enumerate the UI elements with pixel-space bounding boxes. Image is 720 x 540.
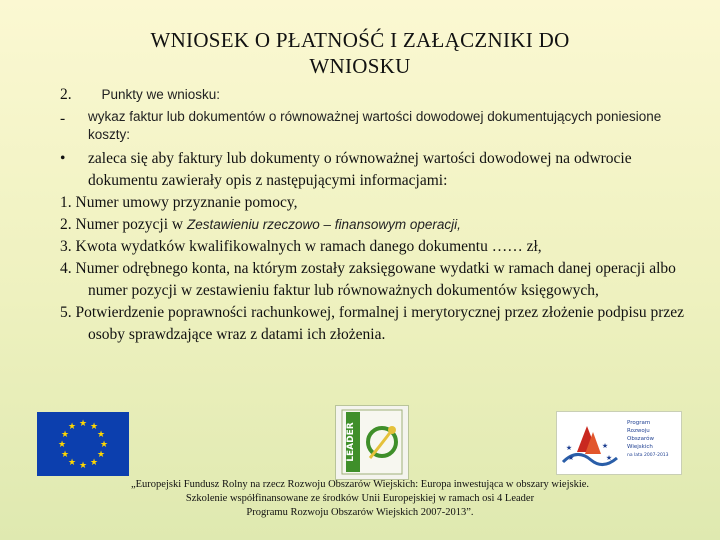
item-text: Kwota wydatków kwalifikowalnych w ramach danego dokumentu …… zł, (75, 238, 542, 255)
svg-text:★: ★ (601, 442, 609, 450)
numbered-item (60, 192, 700, 214)
dash-item-text: wykaz faktur lub dokumentów o równoważnej wartości dowodowej dokumentujących poniesione koszty: (88, 109, 662, 142)
leader-logo-icon (335, 405, 409, 480)
item-number: 4. (60, 260, 72, 277)
item-text: Potwierdzenie poprawności rachunkowej, formalnej i merytorycznej przez złożenie podpisu przez osoby sprawdzające wraz z datami ich złożenia. (75, 304, 685, 343)
bullet-list-item (60, 148, 700, 192)
prow-line: Obszarów (627, 436, 654, 442)
svg-text:★: ★ (67, 457, 77, 467)
footer-line-3: Programu Rozwoju Obszarów Wiejskich 2007-2013”. (246, 507, 474, 518)
svg-text:★: ★ (57, 439, 67, 449)
dash-marker: - (60, 110, 66, 127)
section-number: 2. (60, 86, 72, 103)
svg-text:★: ★ (96, 429, 106, 439)
svg-text:★: ★ (60, 429, 70, 439)
svg-text:★: ★ (78, 460, 88, 470)
svg-text:★: ★ (605, 454, 613, 462)
prow-line: Wiejskich (627, 444, 653, 450)
content-body (60, 84, 700, 346)
bullet-marker: • (60, 150, 66, 167)
numbered-item (60, 214, 700, 236)
svg-text:★: ★ (67, 421, 77, 431)
numbered-item (60, 302, 700, 346)
prow-line: Rozwoju (627, 428, 650, 434)
item-number: 5. (60, 304, 72, 321)
svg-text:★: ★ (78, 418, 88, 428)
svg-text:★: ★ (60, 449, 70, 459)
numbered-item (60, 236, 700, 258)
svg-text:★: ★ (89, 457, 99, 467)
footer-note (0, 478, 720, 520)
prow-logo-icon (556, 411, 682, 475)
prow-line: Program (627, 420, 651, 426)
item-number: 2. (60, 216, 72, 233)
logo-bar (0, 405, 720, 475)
item-text-italic: Zestawieniu rzeczowo – finansowym operacji, (186, 217, 461, 232)
footer-line-1: „Europejski Fundusz Rolny na rzecz Rozwoju Obszarów Wiejskich: Europa inwestująca w obszary wiejskie. (130, 479, 590, 490)
prow-line: na lata 2007-2013 (627, 453, 669, 458)
item-text: Numer pozycji w (75, 216, 187, 233)
svg-text:★: ★ (565, 444, 573, 452)
item-text: Numer odrębnego konta, na którym zostały zaksięgowane wydatki w ramach danej operacji albo numer pozycji w zestawieniu faktur lub równoważnych dokumentów księgowych, (75, 260, 676, 299)
eu-flag-icon (37, 412, 129, 476)
title-line-1: WNIOSEK O PŁATNOŚĆ I ZAŁĄCZNIKI DO (150, 28, 570, 52)
item-number: 1. (60, 194, 72, 211)
item-number: 3. (60, 238, 72, 255)
footer-line-2: Szkolenie współfinansowane ze środków Unii Europejskiej w ramach osi 4 Leader (185, 493, 535, 504)
title-line-2: WNIOSKU (309, 54, 411, 78)
section-heading-text: Punkty we wniosku: (101, 87, 221, 102)
svg-text:★: ★ (96, 449, 106, 459)
item-text: Numer umowy przyznanie pomocy, (75, 194, 298, 211)
leader-logo-text: LEADER (346, 422, 356, 462)
section-heading (60, 84, 700, 106)
page-title (0, 26, 720, 80)
dash-list-item (60, 108, 700, 144)
bullet-item-text: zaleca się aby faktury lub dokumenty o równoważnej wartości dowodowej na odwrocie dokumentu zawierały opis z następującymi informacjami: (88, 150, 632, 189)
svg-text:★: ★ (89, 421, 99, 431)
svg-text:★: ★ (567, 454, 575, 462)
numbered-item (60, 258, 700, 302)
svg-text:★: ★ (99, 439, 109, 449)
